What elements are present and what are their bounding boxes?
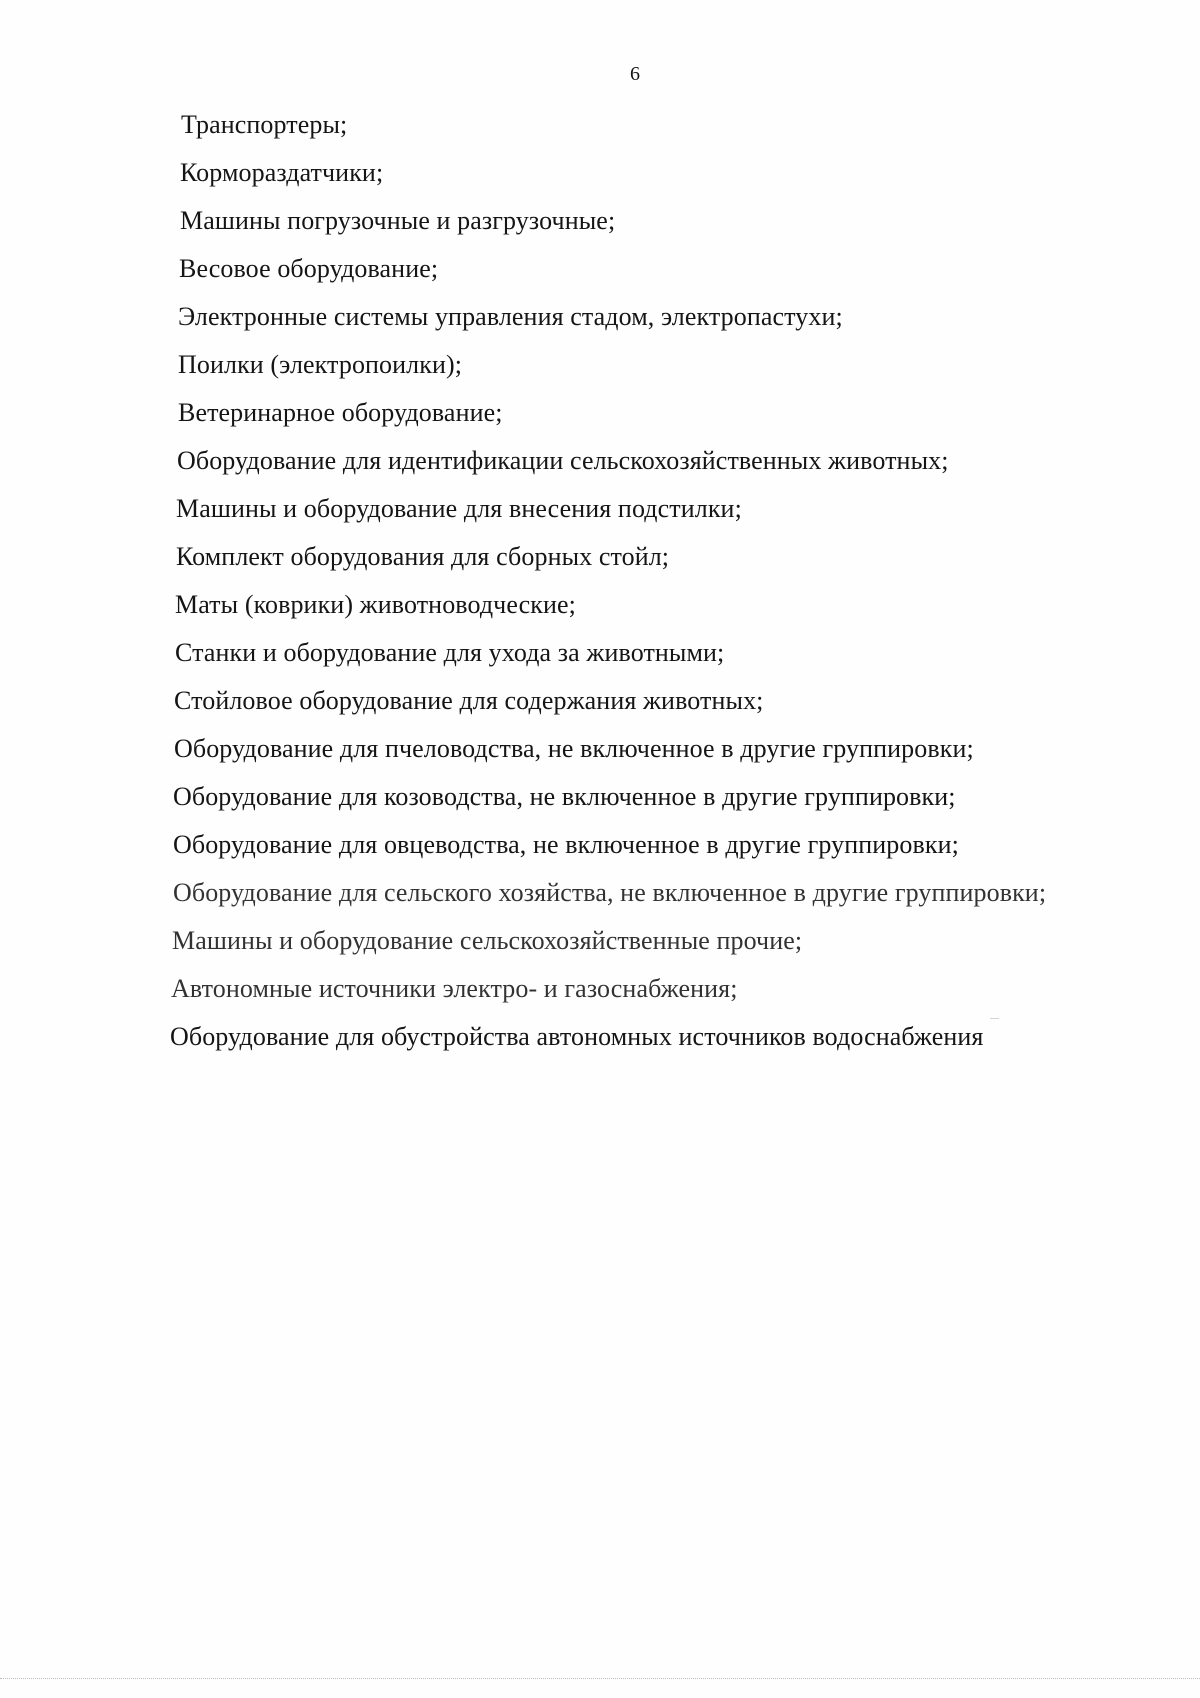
list-item-3: Машины погрузочные и разгрузочные; (180, 206, 616, 235)
page-number: 6 (630, 63, 640, 85)
list-item-16: Оборудование для овцеводства, не включенное в другие группировки; (173, 830, 959, 859)
list-item-17: Оборудование для сельского хозяйства, не включенное в другие группировки; (173, 878, 1047, 907)
list-item-19: Автономные источники электро- и газоснабжения; (171, 974, 738, 1003)
list-item-5: Электронные системы управления стадом, электропастухи; (178, 302, 843, 331)
list-item-4: Весовое оборудование; (179, 254, 439, 283)
list-item-12: Станки и оборудование для ухода за животными; (175, 638, 725, 667)
list-item-6: Поилки (электропоилки); (178, 350, 463, 379)
list-item-18: Машины и оборудование сельскохозяйственные прочие; (172, 926, 803, 955)
list-item-11: Маты (коврики) животноводческие; (175, 590, 576, 619)
list-item-8: Оборудование для идентификации сельскохозяйственных животных; (177, 446, 949, 475)
list-item-1: Транспортеры; (181, 110, 348, 139)
scan-speck (990, 1018, 999, 1019)
list-item-10: Комплект оборудования для сборных стойл; (176, 542, 670, 571)
list-item-15: Оборудование для козоводства, не включенное в другие группировки; (173, 782, 956, 811)
scan-edge-line (0, 1678, 1200, 1679)
list-item-2: Кормораздатчики; (180, 158, 384, 187)
list-item-7: Ветеринарное оборудование; (178, 398, 503, 427)
list-item-20: Оборудование для обустройства автономных источников водоснабжения (170, 1022, 984, 1051)
list-item-14: Оборудование для пчеловодства, не включенное в другие группировки; (174, 734, 974, 763)
list-item-9: Машины и оборудование для внесения подстилки; (176, 494, 742, 523)
list-item-13: Стойловое оборудование для содержания животных; (174, 686, 764, 715)
